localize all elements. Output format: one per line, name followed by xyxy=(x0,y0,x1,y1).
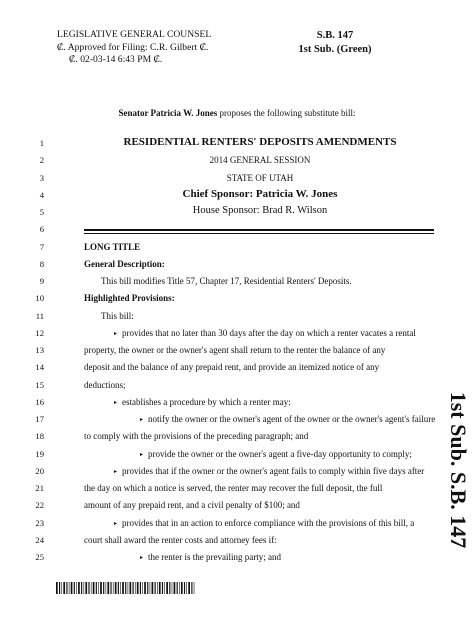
bullet-icon: ▸ xyxy=(114,520,118,527)
bracket-icon: ₡. xyxy=(199,41,209,53)
line-number: 23 xyxy=(35,517,44,528)
datetime-line xyxy=(57,54,211,67)
line-text: deposit and the balance of any prepaid rent, and provide an itemized notice of any xyxy=(84,362,380,373)
bracket-icon: ₡. xyxy=(57,41,66,53)
line-number: 2 xyxy=(39,155,44,166)
bill-line xyxy=(0,516,474,533)
line-number: 7 xyxy=(39,241,44,252)
bullet-text: provides that in an action to enforce compliance with the provisions of this bill, a xyxy=(122,517,415,528)
bill-line xyxy=(0,274,474,291)
bullet-text: provide the owner or the owner's agent a five-day opportunity to comply; xyxy=(148,448,412,459)
senator-name: Senator Patricia W. Jones xyxy=(118,108,218,118)
bill-line xyxy=(0,136,474,153)
bullet-text: provides that no later than 30 days after the day on which a renter vacates a rental xyxy=(122,327,416,338)
line-number: 4 xyxy=(39,189,44,200)
line-number: 15 xyxy=(35,379,44,390)
bill-line xyxy=(0,205,474,222)
line-text: This bill: xyxy=(101,310,134,321)
approved-line xyxy=(57,42,211,55)
line-text: Chief Sponsor: Patricia W. Jones xyxy=(182,187,338,200)
line-number: 14 xyxy=(35,362,44,373)
line-number: 22 xyxy=(35,500,44,511)
bill-line xyxy=(0,498,474,515)
line-number: 24 xyxy=(35,534,44,545)
line-number: 13 xyxy=(35,345,44,355)
line-text xyxy=(114,466,424,476)
substitute-label: 1st Sub. (Green) xyxy=(298,44,372,55)
proposal-text: proposes the following substitute bill: xyxy=(217,108,356,118)
line-text: This bill modifies Title 57, Chapter 17, Residential Renters' Deposits. xyxy=(101,276,352,286)
line-number: 5 xyxy=(39,207,44,217)
line-text: court shall award the renter costs and attorney fees if: xyxy=(84,534,277,545)
bullet-text: provides that if the owner or the owner's agent fails to comply within five days after xyxy=(122,465,425,476)
bill-line xyxy=(0,533,474,550)
bill-line xyxy=(0,378,474,395)
line-number: 17 xyxy=(35,414,44,424)
bill-line xyxy=(0,291,474,308)
line-text: amount of any prepaid rent, and a civil penalty of $100; and xyxy=(84,500,300,511)
bullet-icon: ▸ xyxy=(114,400,118,407)
line-text: RESIDENTIAL RENTERS' DEPOSITS AMENDMENTS xyxy=(123,136,397,148)
barcode-icon xyxy=(56,582,196,594)
bill-line xyxy=(0,429,474,446)
line-text: property, the owner or the owner's agent shall return to the renter the balance of any xyxy=(84,345,386,355)
bill-line xyxy=(0,309,474,326)
line-text xyxy=(140,414,435,424)
line-number: 10 xyxy=(35,293,44,304)
line-number: 20 xyxy=(35,465,44,476)
bullet-text: the renter is the prevailing party; and xyxy=(148,552,281,562)
bill-line xyxy=(0,257,474,274)
bill-line xyxy=(0,447,474,464)
bill-line xyxy=(0,412,474,429)
line-text xyxy=(114,518,414,528)
bullet-icon: ▸ xyxy=(140,451,144,458)
bill-line xyxy=(0,481,474,498)
line-text: LONG TITLE xyxy=(84,241,141,252)
line-text xyxy=(140,552,281,562)
bill-number: S.B. 147 xyxy=(316,30,354,41)
line-text xyxy=(114,397,291,407)
side-label: 1st Sub. S.B. 147 xyxy=(446,391,471,549)
bullet-icon: ▸ xyxy=(114,469,118,476)
bullet-text: establishes a procedure by which a renter may: xyxy=(122,396,291,407)
line-text: General Description: xyxy=(84,258,165,269)
line-text: the day on which a notice is served, the renter may recover the full deposit, the full xyxy=(84,483,383,493)
datetime-text: 02-03-14 6:43 PM xyxy=(80,54,152,65)
line-number: 25 xyxy=(35,552,44,562)
line-number: 18 xyxy=(35,431,44,442)
line-number: 19 xyxy=(35,448,44,459)
line-number: 1 xyxy=(39,138,44,148)
line-text: to comply with the provisions of the preceding paragraph; and xyxy=(84,431,309,442)
line-number: 3 xyxy=(39,172,44,183)
line-text: House Sponsor: Brad R. Wilson xyxy=(192,205,328,216)
bill-line xyxy=(0,464,474,481)
line-number: 16 xyxy=(35,396,44,407)
proposal-line xyxy=(0,108,474,118)
line-text: 2014 GENERAL SESSION xyxy=(209,155,311,166)
bill-line xyxy=(0,360,474,377)
bracket-icon: ₡. xyxy=(153,54,163,65)
line-text: deductions; xyxy=(84,379,126,390)
header-left xyxy=(57,29,211,67)
line-text xyxy=(114,328,416,338)
line-number: 8 xyxy=(39,258,44,269)
bill-line xyxy=(0,343,474,360)
bullet-icon: ▸ xyxy=(140,555,144,562)
bullet-text: notify the owner or the owner's agent of the owner or the owner's agent's failure xyxy=(148,414,436,424)
line-number: 6 xyxy=(39,224,44,235)
line-text: STATE OF UTAH xyxy=(226,172,294,183)
bullet-icon: ▸ xyxy=(140,417,144,424)
counsel-label: LEGISLATIVE GENERAL COUNSEL xyxy=(57,29,212,40)
double-rule-thin xyxy=(84,233,434,234)
bill-line xyxy=(0,240,474,257)
line-text xyxy=(140,449,412,459)
bill-line xyxy=(0,171,474,188)
double-rule-thick xyxy=(84,229,434,231)
line-number: 11 xyxy=(35,310,44,321)
header-right xyxy=(285,29,385,57)
bracket-icon: ₡. xyxy=(69,54,78,65)
bill-line xyxy=(0,395,474,412)
bullet-icon: ▸ xyxy=(114,331,118,338)
bill-line xyxy=(0,188,474,205)
line-number: 12 xyxy=(35,327,44,338)
bill-line xyxy=(0,326,474,343)
line-number: 21 xyxy=(35,483,44,493)
bill-line xyxy=(0,153,474,170)
approved-text: Approved for Filing: C.R. Gilbert xyxy=(67,41,198,53)
bill-line xyxy=(0,550,474,567)
line-text: Highlighted Provisions: xyxy=(84,293,175,304)
line-number: 9 xyxy=(39,276,44,286)
